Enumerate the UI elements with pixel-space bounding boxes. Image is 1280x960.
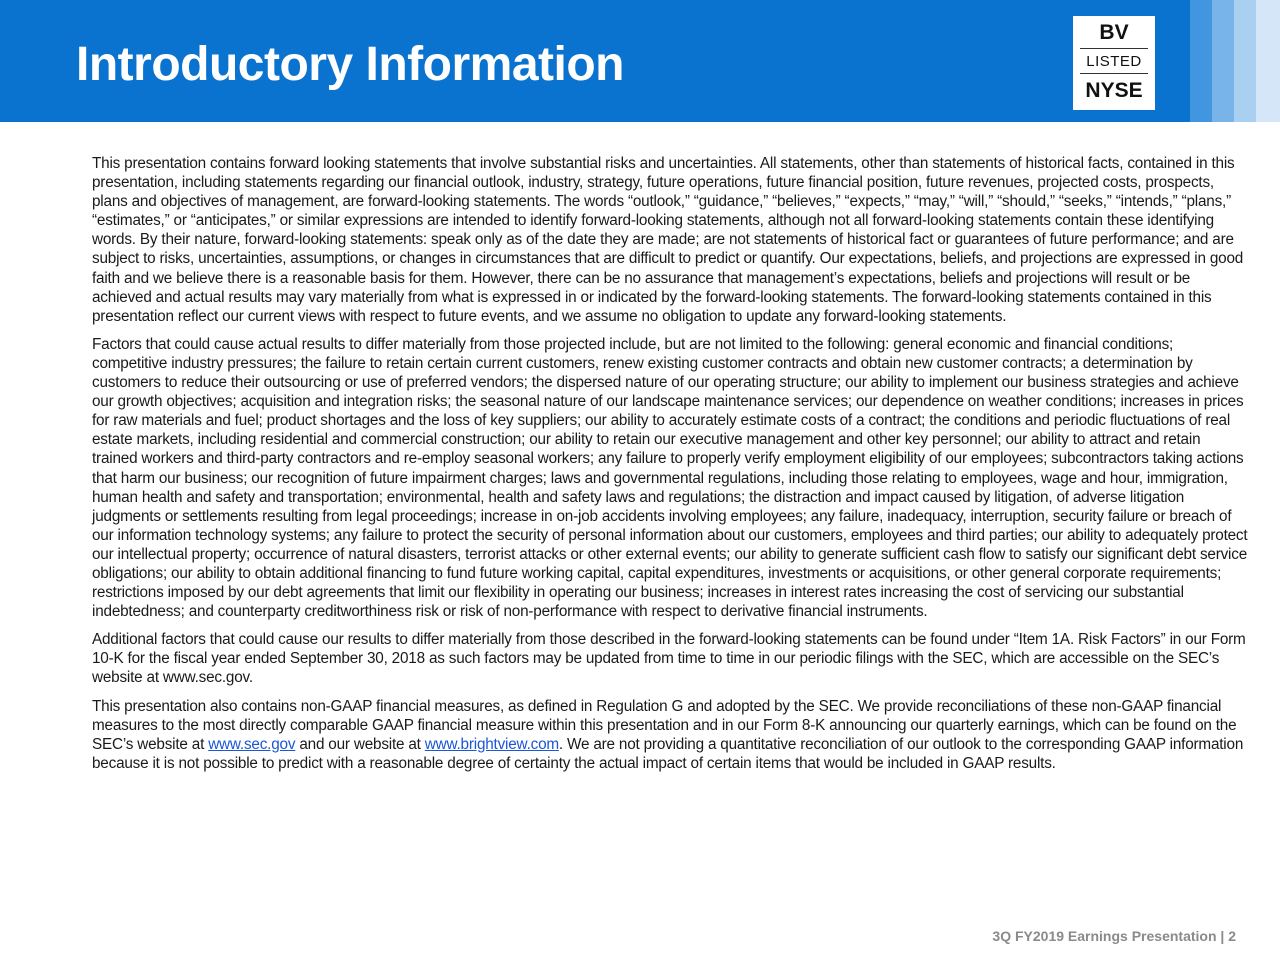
logo-divider — [1080, 48, 1148, 49]
paragraph-forward-looking: This presentation contains forward looking statements that involve substantial risks and uncertainties. All statements, other than statements of historical facts, contained in this presentation, including statements regarding our financial outlook, industry, strategy, future operations, future financial position, future revenues, projected costs, prospects, plans and objectives of management, are forward-looking statements. The words “outlook,” “guidance,” “believes,” “expects,” “may,” “will,” “should,” “seeks,” “intends,” “plans,” “estimates,” or “anticipates,” or similar expressions are intended to identify forward-looking statements, although not all forward-looking statements contain these identifying words. By their nature, forward-looking statements: speak only as of the date they are made; are not statements of historical fact or guarantees of future performance; and are subject to risks, uncertainties, assumptions, or changes in circumstances that are difficult to predict or quantify. Our expectations, beliefs, and projections are expressed in good faith and we believe there is a reasonable basis for them. However, there can be no assurance that management’s expectations, beliefs and projections will result or be achieved and actual results may vary materially from what is expressed in or indicated by the forward-looking statements. The forward-looking statements contained in this presentation reflect our current views with respect to future events, and we assume no obligation to update any forward-looking statements. — [92, 155, 1244, 325]
header-stripe — [1234, 0, 1256, 122]
logo-exchange: NYSE — [1085, 79, 1143, 102]
header-bar — [0, 0, 1280, 122]
disclaimer-body — [92, 154, 1248, 782]
paragraph-risk-factors: Factors that could cause actual results to differ materially from those projected include, but are not limited to the following: general economic and financial conditions; competitive industry pressures; the failure to retain certain current customers, renew existing customer contracts and obtain new customer contracts; a determination by customers to reduce their outsourcing or use of preferred vendors; the dispersed nature of our operating structure; our ability to implement our business strategies and achieve our growth objectives; acquisition and integration risks; the seasonal nature of our landscape maintenance services; our dependence on weather conditions; increases in prices for raw materials and fuel; product shortages and the loss of key suppliers; our ability to accurately estimate costs of a contract; the conditions and periodic fluctuations of real estate markets, including residential and commercial construction; our ability to retain our executive management and other key personnel; our ability to attract and retain trained workers and third-party contractors and re-employ seasonal workers; any failure to properly verify employment eligibility of our employees; subcontractors taking actions that harm our business; our recognition of future impairment charges; laws and governmental regulations, including those relating to employees, wage and hour, immigration, human health and safety and transportation; environmental, health and safety laws and regulations; the distraction and impact caused by litigation, of adverse litigation judgments or settlements resulting from legal proceedings; increase in on-job accidents involving employees; any failure, inadequacy, interruption, security failure or breach of our information technology systems; any failure to protect the security of personal information about our customers, employees and third parties; our ability to adequately protect our intellectual property; occurrence of natural disasters, terrorist attacks or other external events; our ability to generate sufficient cash flow to satisfy our significant debt service obligations; our ability to obtain additional financing to fund future working capital, capital expenditures, investments or acquisitions, or other general corporate requirements; restrictions imposed by our debt agreements that limit our flexibility in operating our business; increases in interest rates increasing the cost of servicing our substantial indebtedness; and counterparty creditworthiness risk or risk of non-performance with respect to derivative financial instruments. — [92, 335, 1248, 621]
non-gaap-text: . We are not providing a quantitative reconciliation of our outlook to the corresponding GAAP information because it is not possible to predict with a reasonable degree of certainty the actual impact of certain items that would be included in GAAP results. — [92, 735, 1244, 772]
brightview-website-link[interactable]: www.brightview.com — [424, 735, 559, 753]
logo-listed: LISTED — [1086, 53, 1142, 70]
header-stripe — [1256, 0, 1280, 122]
footer-page-label: 3Q FY2019 Earnings Presentation | 2 — [992, 928, 1236, 944]
header-stripe — [1190, 0, 1212, 122]
paragraph-additional-factors: Additional factors that could cause our results to differ materially from those described in the forward-looking statements can be found under “Item 1A. Risk Factors” in our Form 10-K for the fiscal year ended September 30, 2018 as such factors may be updated from time to time in our periodic filings with the SEC, which are accessible on the SEC’s website at www.sec.gov. — [92, 631, 1246, 687]
logo-divider — [1080, 73, 1148, 74]
sec-website-link[interactable]: www.sec.gov — [208, 735, 296, 753]
nyse-listed-logo — [1073, 16, 1155, 110]
header-stripe — [1212, 0, 1234, 122]
page-title: Introductory Information — [76, 38, 624, 91]
non-gaap-text: and our website at — [295, 735, 425, 753]
paragraph-non-gaap — [92, 697, 1248, 773]
logo-ticker: BV — [1099, 21, 1129, 44]
non-gaap-text: This presentation also contains non-GAAP financial measures, as defined in Regulation G and adopted by the SEC. We provide reconciliations of these non-GAAP financial measures to the most directly comparable GAAP financial measure within this presentation and in our Form 8-K announcing our quarterly earnings, which can be found on the SEC’s website at — [92, 697, 1237, 753]
